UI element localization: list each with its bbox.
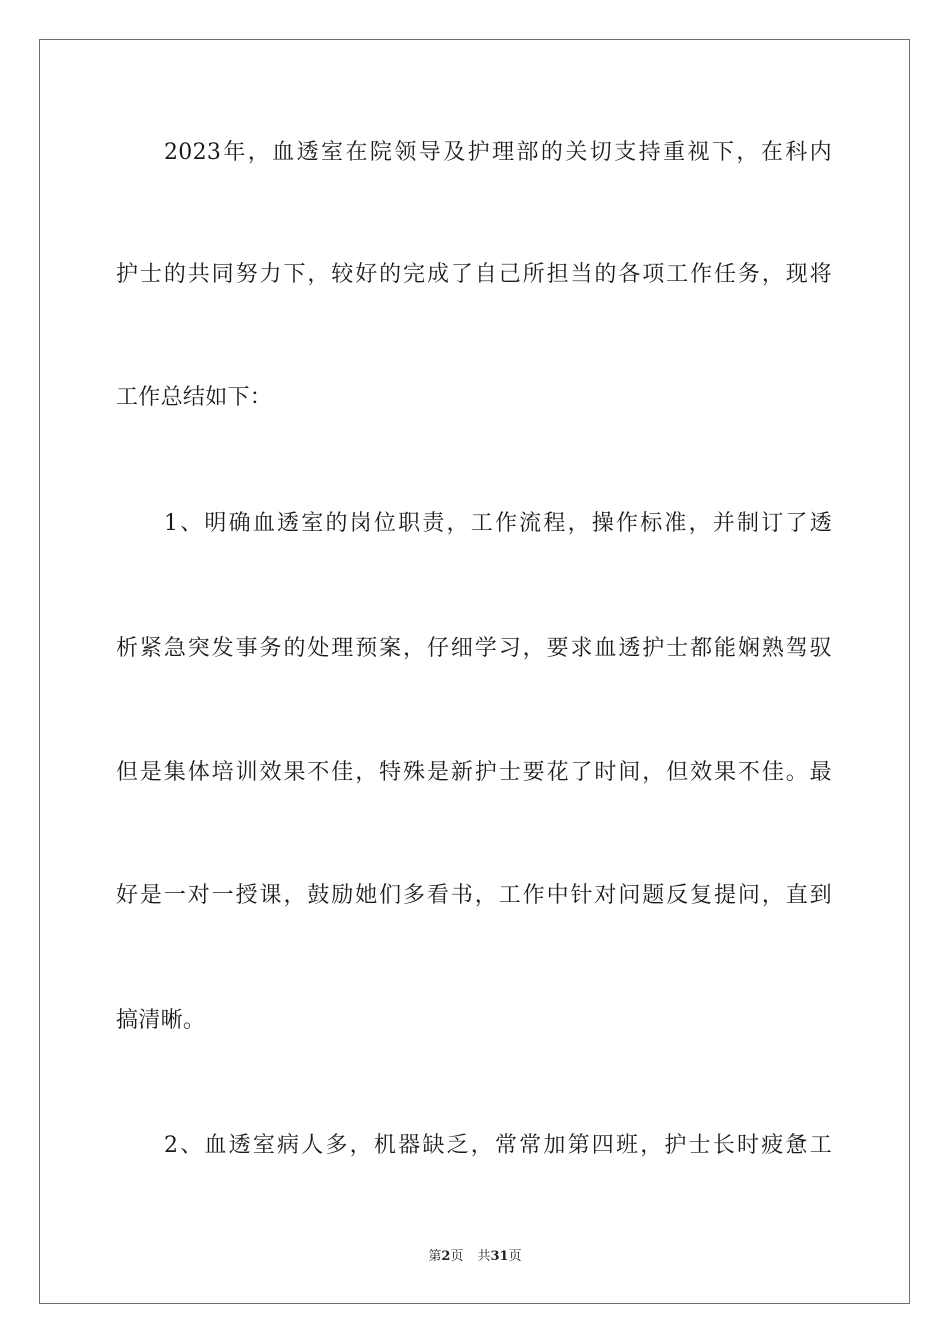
paragraph-line-4: 1、明确血透室的岗位职责，工作流程，操作标准，并制订了透: [164, 511, 832, 536]
page-suffix: 页: [450, 1249, 464, 1264]
paragraph-line-8: 搞清晰。: [116, 1008, 206, 1033]
paragraph-line-1: 2023年，血透室在院领导及护理部的关切支持重视下，在科内: [164, 140, 832, 165]
total-pages: 31: [490, 1249, 509, 1264]
page-footer: [0, 1248, 950, 1266]
page-number: 2: [441, 1249, 451, 1264]
paragraph-line-7: 好是一对一授课，鼓励她们多看书，工作中针对问题反复提问，直到: [116, 883, 832, 908]
page-prefix: 第: [428, 1249, 442, 1264]
paragraph-line-6: 但是集体培训效果不佳，特殊是新护士要花了时间，但效果不佳。最: [116, 760, 832, 785]
paragraph-line-3: 工作总结如下：: [116, 385, 273, 410]
page-border: [39, 39, 910, 1304]
total-prefix: 共: [477, 1249, 491, 1264]
paragraph-line-2: 护士的共同努力下，较好的完成了自己所担当的各项工作任务，现将: [116, 262, 832, 287]
total-suffix: 页: [508, 1249, 522, 1264]
paragraph-line-5: 析紧急突发事务的处理预案，仔细学习，要求血透护士都能娴熟驾驭: [116, 636, 832, 661]
paragraph-line-9: 2、血透室病人多，机器缺乏，常常加第四班，护士长时疲惫工: [164, 1133, 832, 1158]
